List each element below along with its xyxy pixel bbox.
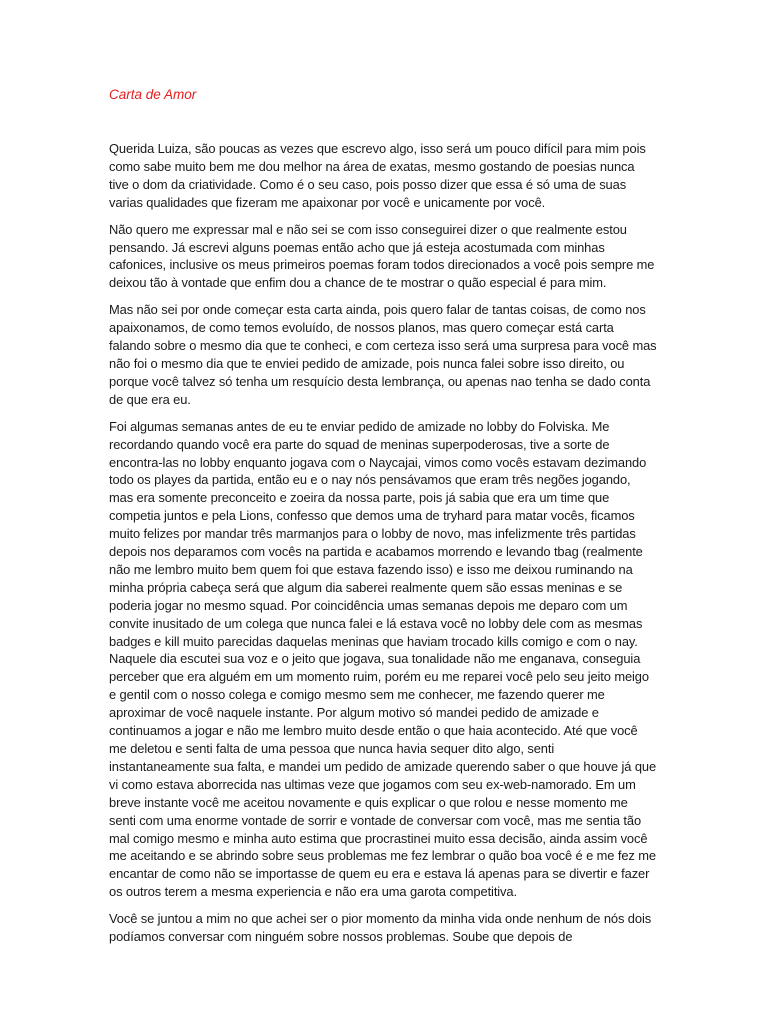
- paragraph-5: Você se juntou a mim no que achei ser o pior momento da minha vida onde nenhum de nós dois podíamos conversar com ninguém sobre nossos problemas. Soube que depois de: [109, 911, 652, 945]
- paragraph-1: Querida Luiza, são poucas as vezes que escrevo algo, isso será um pouco difícil para mim pois como sabe muito bem me dou melhor na área de exatas, mesmo gostando de poesias nunca tive o dom da criatividade. Como é o seu caso, pois posso dizer que essa é só uma de suas varias qualidades que fizeram me apaixonar por você e unicamente por você.: [109, 141, 646, 210]
- letter-page: [109, 86, 657, 955]
- document-title: Carta de Amor: [109, 87, 197, 102]
- paragraph-2: Não quero me expressar mal e não sei se com isso conseguirei dizer o que realmente estou pensando. Já escrevi alguns poemas então acho que já esteja acostumada com minhas cafonices, inclusive os meus primeiros poemas foram todos direcionados a você pois sempre me deixou tão à vontade que enfim dou a chance de te mostrar o quão especial é para mim.: [109, 221, 655, 291]
- paragraph-3: Mas não sei por onde começar esta carta ainda, pois quero falar de tantas coisas, de como nos apaixonamos, de como temos evoluído, de nossos planos, mas quero começar está carta falando sobre o mesmo dia que te conheci, e com certeza isso será uma surpresa para você mas não foi o mesmo dia que te enviei pedido de amizade, pois nunca falei sobre isso direito, ou porque você talvez só tenha um resquício desta lembrança, ou apenas nao tenha se dado conta de que era eu.: [109, 302, 657, 407]
- paragraph-4: Foi algumas semanas antes de eu te enviar pedido de amizade no lobby do Folviska. Me recordando quando você era parte do squad de meninas superpoderosas, tive a sorte de encontra-las no lobby enquanto jogava com o Naycajai, vimos como vocês estavam dezimando todo os playes da partida, então eu e o nay nós pensávamos que eram três negões jogando, mas era somente preconceito e zoeira da nossa parte, pois já sabia que era um time que competia juntos e pela Lions, confesso que demos uma de tryhard para matar vocês, ficamos muito felizes por mandar três marmanjos para o lobby de novo, mas infelizmente três partidas depois nos deparamos com vocês na partida e acabamos morrendo e levando tbag (realmente não me lembro muito bem quem foi que estava fazendo isso) e isso me deixou ruminando na minha própria cabeça será que algum dia saberei realmente quem são essas meninas e se poderia jogar no mesmo squad. Por coincidência umas semanas depois me deparo com um convite inusitado de um colega que nunca falei e lá estava você no lobby dele com as mesmas badges e kill muito parecidas daquelas meninas que haviam trocado kills comigo e com o nay. Naquele dia escutei sua voz e o jeito que jogava, sua tonalidade não me enganava, conseguia perceber que era alguém em um momento ruim, porém eu me reparei você pelo seu jeito meigo e gentil com o nosso colega e comigo mesmo sem me conhecer, me fazendo querer me aproximar de você naquele instante. Por algum motivo só mandei pedido de amizade e continuamos a jogar e não me lembro muito desde então o que haia acontecido. Até que você me deletou e senti falta de uma pessoa que nunca havia sequer dito algo, senti instantaneamente sua falta, e mandei um pedido de amizade querendo saber o que houve já que vi como estava aborrecida nas ultimas veze que jogamos com seu ex-web-namorado. Em um breve instante você me aceitou novamente e quis explicar o que rolou e nesse momento me senti com uma enorme vontade de sorrir e vontade de conversar com você, mas me sentia tão mal comigo mesmo e minha auto estima que procrastinei muito essa decisão, ainda assim você me aceitando e se abrindo sobre seus problemas me fez lembrar o quão boa você é e me fez me encantar de como não se importasse de quem eu era e estava lá apenas para se divertir e fazer os outros terem a mesma experiencia e não era uma garota competitiva.: [109, 418, 657, 900]
